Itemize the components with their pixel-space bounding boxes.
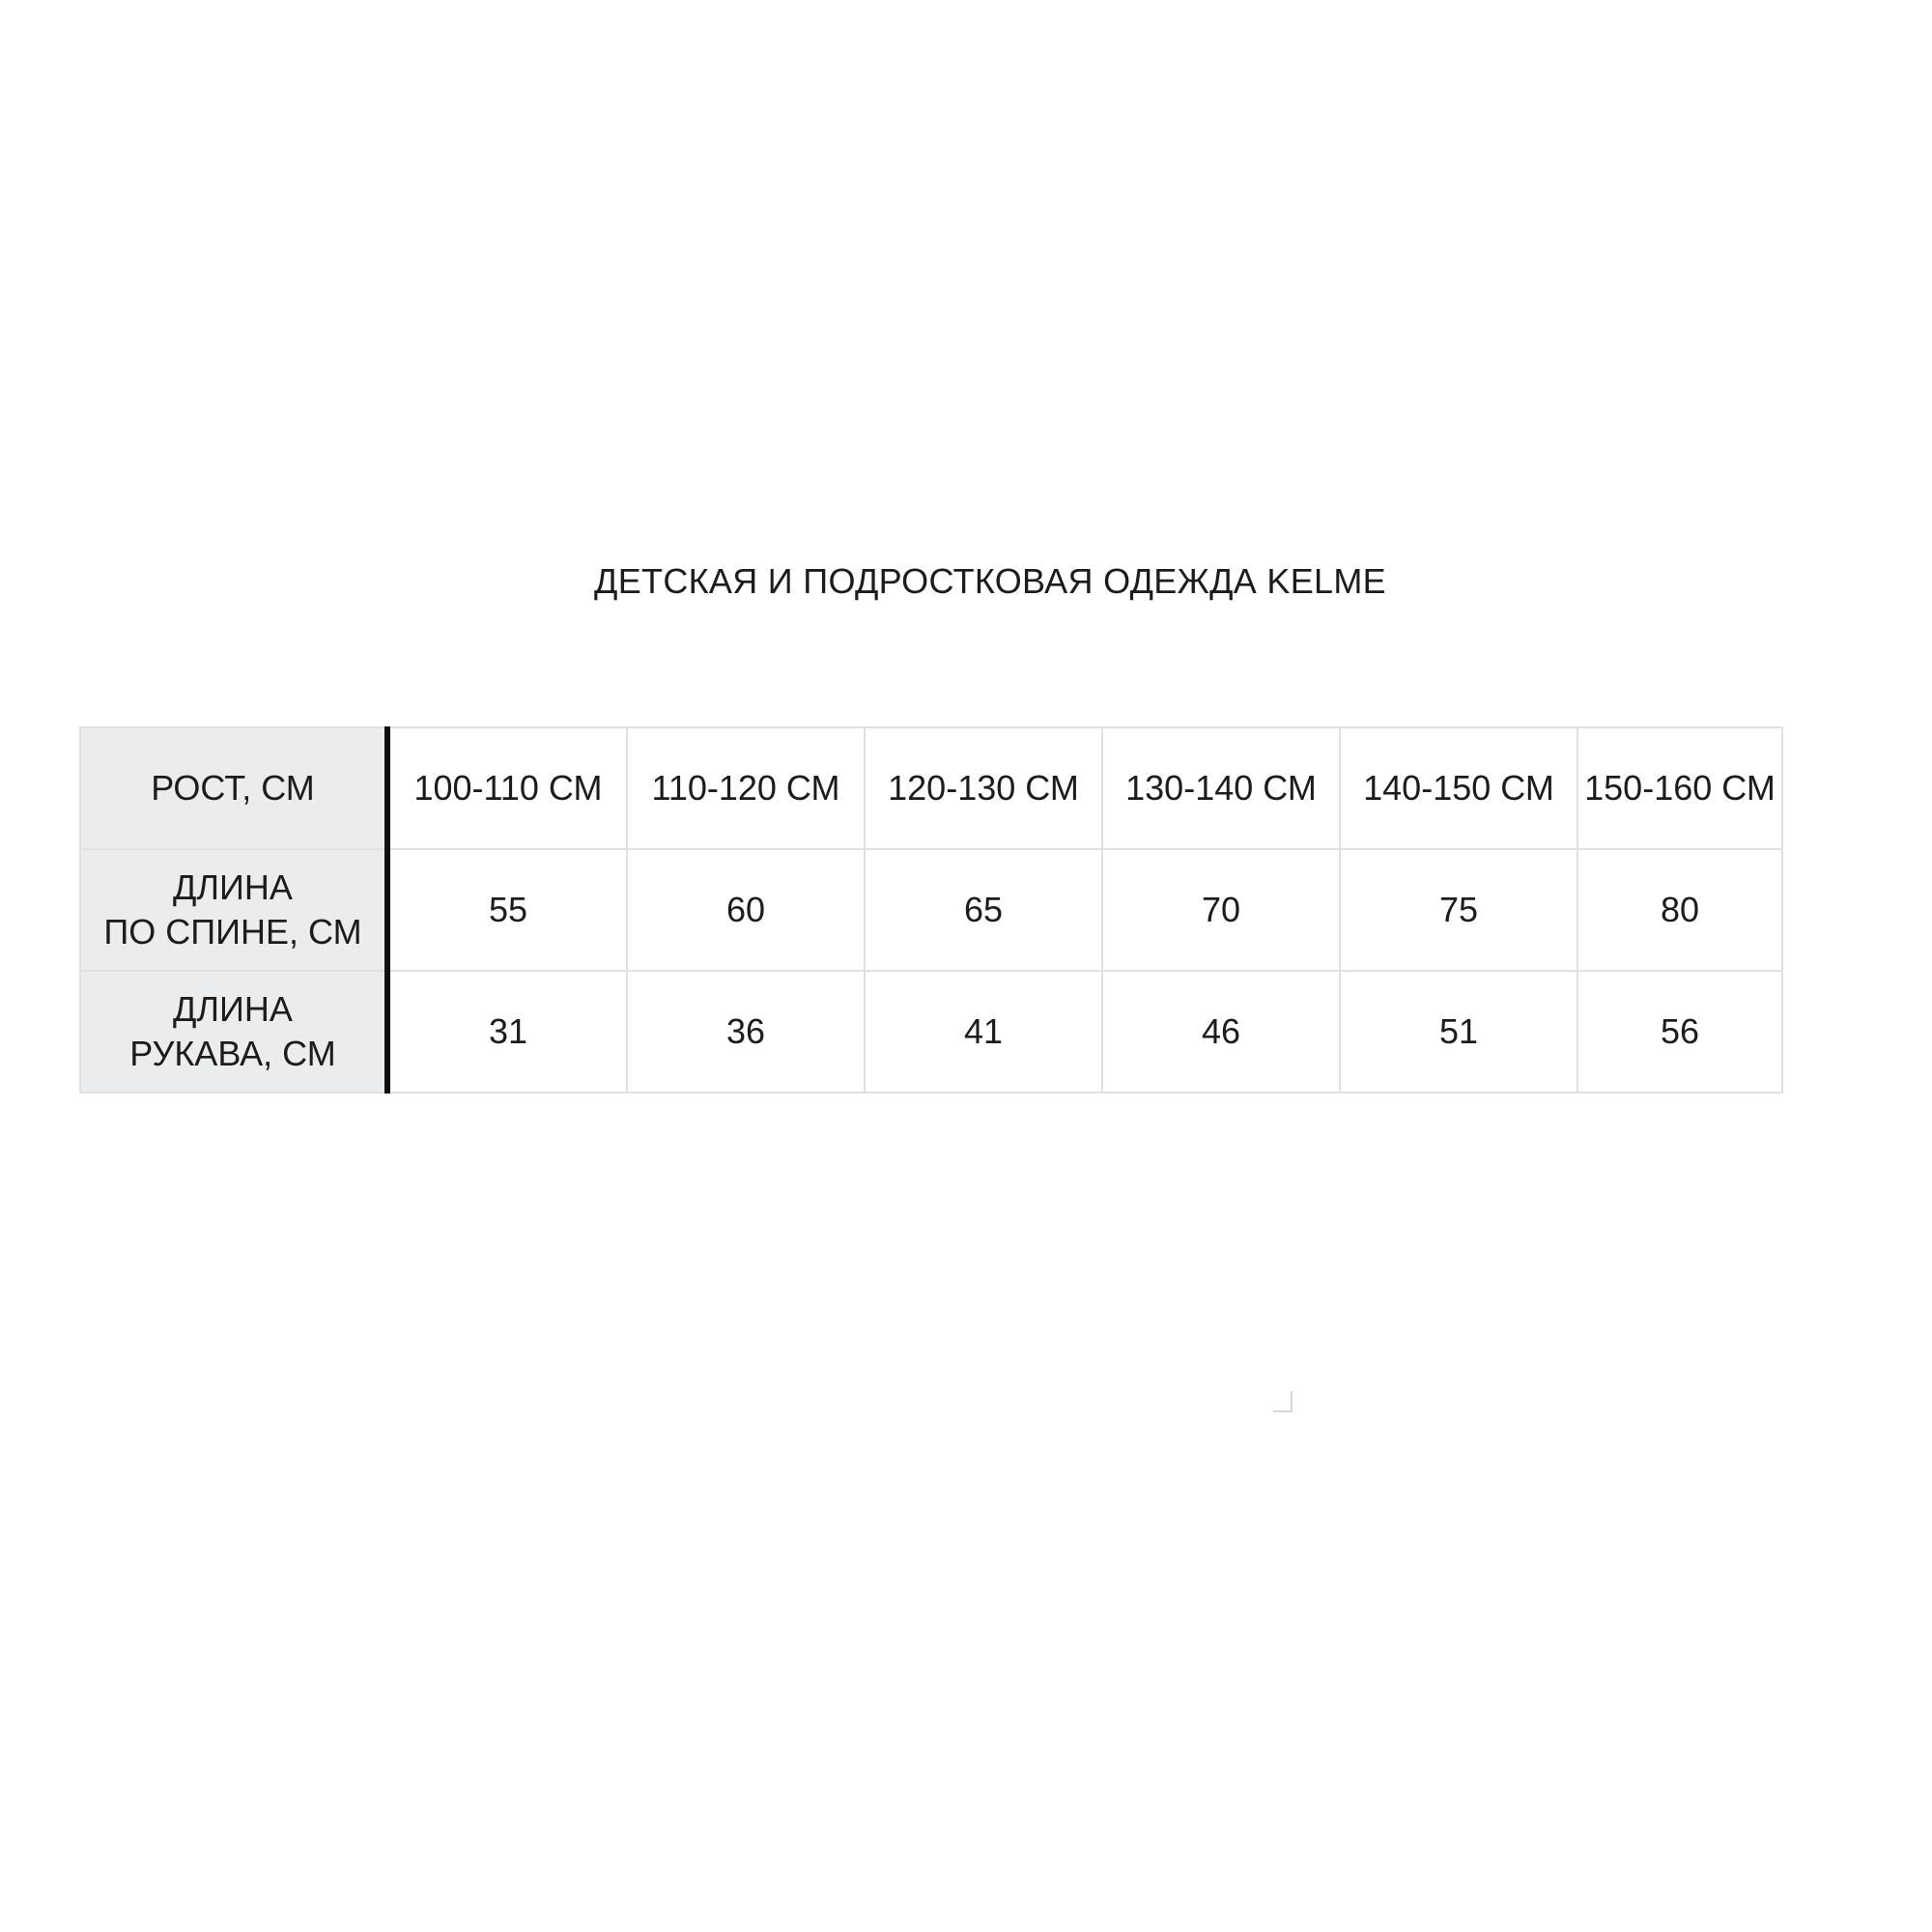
size-chart-table — [79, 726, 1783, 1094]
table-cell: 36 — [627, 971, 865, 1093]
table-cell: 110-120 СМ — [627, 727, 865, 849]
table-cell: 65 — [865, 849, 1102, 971]
table-cell: 75 — [1340, 849, 1577, 971]
row-label-sleeve-length: ДЛИНА РУКАВА, СМ — [80, 971, 387, 1093]
table-cell: 70 — [1102, 849, 1340, 971]
table-cell: 56 — [1577, 971, 1782, 1093]
table-cell: 51 — [1340, 971, 1577, 1093]
table-cell: 100-110 СМ — [387, 727, 627, 849]
page-title: ДЕТСКАЯ И ПОДРОСТКОВАЯ ОДЕЖДА KELME — [594, 561, 1386, 601]
table-cell: 140-150 СМ — [1340, 727, 1577, 849]
table-cell: 41 — [865, 971, 1102, 1093]
table-row-back-length — [80, 849, 1782, 971]
table-row-height — [80, 727, 1782, 849]
table-cell: 150-160 СМ — [1577, 727, 1782, 849]
table-cell: 130-140 СМ — [1102, 727, 1340, 849]
row-label-back-length: ДЛИНА ПО СПИНЕ, СМ — [80, 849, 387, 971]
table-cell: 55 — [387, 849, 627, 971]
table-cell: 60 — [627, 849, 865, 971]
table-cell: 31 — [387, 971, 627, 1093]
corner-mark-decoration — [1273, 1391, 1293, 1412]
row-label-height: РОСТ, СМ — [80, 727, 387, 849]
table-cell: 120-130 СМ — [865, 727, 1102, 849]
table-cell: 46 — [1102, 971, 1340, 1093]
table-cell: 80 — [1577, 849, 1782, 971]
table-row-sleeve-length — [80, 971, 1782, 1093]
